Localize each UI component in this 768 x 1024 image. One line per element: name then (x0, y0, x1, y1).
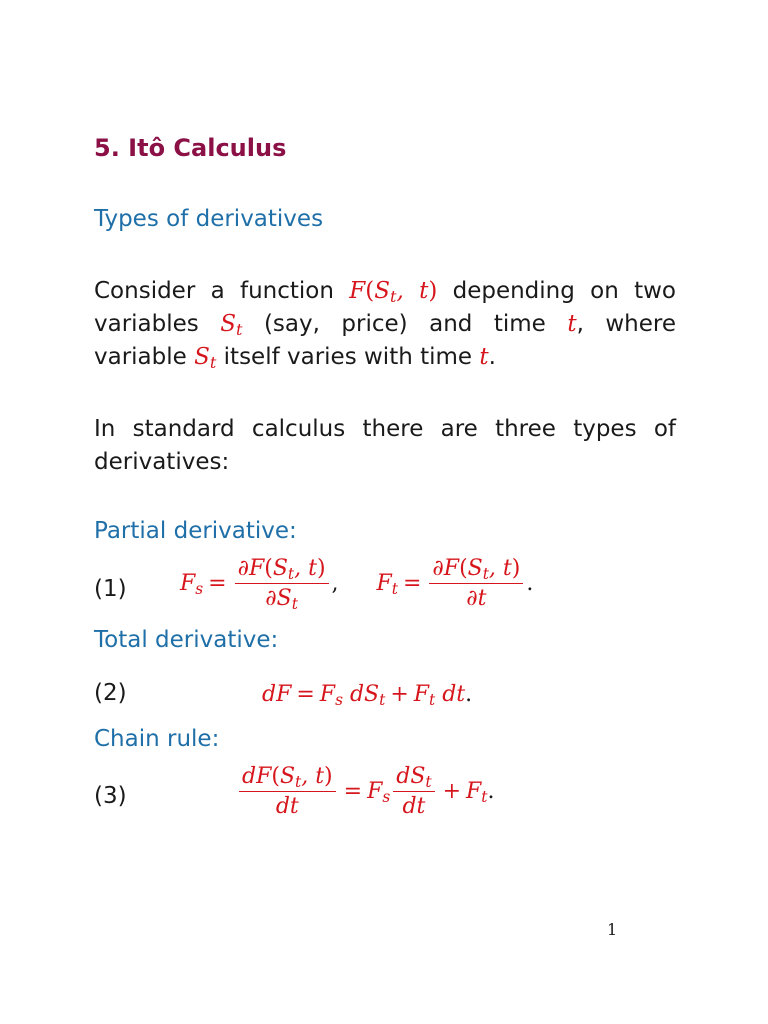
page-number: 1 (607, 920, 618, 939)
partial-derivative-heading: Partial derivative: (94, 518, 297, 544)
math-variable-s: $S_t$ (194, 344, 217, 373)
equation-2-label: (2) (94, 680, 127, 706)
intro-paragraph: Consider a function $F(S_t$, t) depending on two variables $S_t$ (say, price) and time t, where variable $S_t$ itself varies with time t. (94, 278, 676, 373)
math-variable-s: $S_t$ (220, 311, 243, 340)
total-derivative-heading: Total derivative: (94, 627, 279, 653)
equation-3: $\frac{dF(S_t, t)}{dt}$ = $F_s$ $\frac{dS_t}{dt}$ + $F_t$ . (236, 764, 494, 819)
equation-1-label: (1) (94, 576, 127, 602)
page-title: 5. Itô Calculus (94, 134, 287, 162)
chain-rule-heading: Chain rule: (94, 726, 220, 752)
derivatives-paragraph: In standard calculus there are three types of derivatives: (94, 416, 676, 475)
math-variable-t: t (479, 344, 489, 370)
section-heading: Types of derivatives (94, 206, 324, 232)
equation-2: dF = $F_s$ $dS_t$ + $F_t$ dt . (262, 682, 473, 709)
math-variable-t: t (567, 311, 577, 337)
math-function: $F(S_t$, t) (349, 278, 438, 307)
equation-3-label: (3) (94, 783, 127, 809)
equation-1: $F_s$ = $\frac{\partial F(S_t, t)}{\partial S_t}$ , $F_t$ = $\frac{\partial F(S_t, t)}{\partial t}$ . (180, 556, 534, 613)
